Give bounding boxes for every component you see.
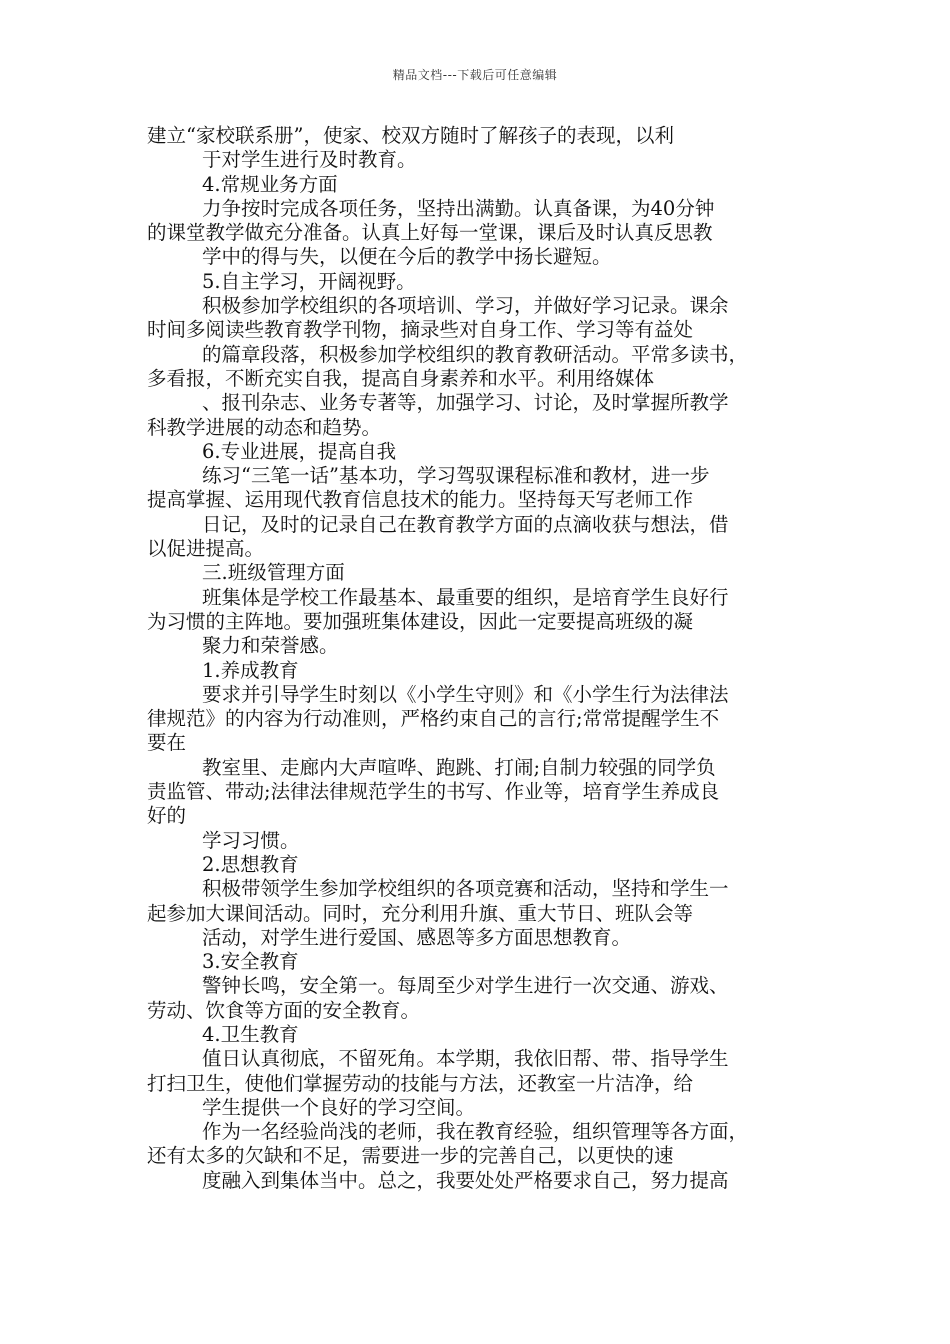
text-line: 教室里、走廊内大声喧哗、跑跳、打闹;自制力较强的同学负 <box>202 755 716 779</box>
text-line: 要求并引导学生时刻以《小学生守则》和《小学生行为法律法 <box>202 682 729 706</box>
text-line: 值日认真彻底，不留死角。本学期，我依旧帮、带、指导学生 <box>202 1047 729 1071</box>
text-line: 力争按时完成各项任务，坚持出满勤。认真备课，为40分钟 <box>202 196 715 220</box>
text-line: 1.养成教育 <box>202 658 299 682</box>
text-line: 律规范》的内容为行动准则，严格约束自己的言行;常常提醒学生不 <box>147 707 720 731</box>
text-line: 的课堂教学做充分准备。认真上好每一堂课，课后及时认真反思教 <box>147 221 713 245</box>
text-line: 5.自主学习，开阔视野。 <box>202 269 416 293</box>
text-line: 日记，及时的记录自己在教育教学方面的点滴收获与想法，借 <box>202 512 729 536</box>
text-line: 班集体是学校工作最基本、最重要的组织，是培育学生良好行 <box>202 585 729 609</box>
document-body <box>147 124 807 1193</box>
text-line: 劳动、饮食等方面的安全教育。 <box>147 998 421 1022</box>
text-line: 三.班级管理方面 <box>202 561 345 585</box>
text-line: 警钟长鸣，安全第一。每周至少对学生进行一次交通、游戏、 <box>202 974 729 998</box>
text-line: 好的 <box>147 804 187 828</box>
text-line: 提高掌握、运用现代教育信息技术的能力。坚持每天写老师工作 <box>147 488 694 512</box>
text-line: 3.安全教育 <box>202 950 299 974</box>
text-line: 作为一名经验尚浅的老师，我在教育经验，组织管理等各方面， <box>202 1120 749 1144</box>
text-line: 建立“家校联系册”，使家、校双方随时了解孩子的表现，以利 <box>147 124 674 147</box>
text-line: 积极参加学校组织的各项培训、学习，并做好学习记录。课余 <box>202 294 729 318</box>
page-header: 精品文档---下载后可任意编辑 <box>392 68 558 82</box>
text-line: 学习习惯。 <box>202 828 300 852</box>
text-line: 为习惯的主阵地。要加强班集体建设，因此一定要提高班级的凝 <box>147 609 694 633</box>
text-line: 6.专业进展，提高自我 <box>202 439 397 463</box>
text-line: 练习“三笔一话”基本功，学习驾驭课程标准和教材，进一步 <box>202 464 710 488</box>
text-line: 要在 <box>147 731 187 755</box>
text-line: 打扫卫生，使他们掌握劳动的技能与方法，还教室一片洁净，给 <box>147 1071 694 1095</box>
text-line: 的篇章段落，积极参加学校组织的教育教研活动。平常多读书， <box>202 342 749 366</box>
text-line: 以促进提高。 <box>147 537 265 561</box>
text-line: 还有太多的欠缺和不足，需要进一步的完善自己，以更快的速 <box>147 1144 674 1168</box>
text-line: 学中的得与失，以便在今后的教学中扬长避短。 <box>202 245 612 269</box>
text-line: 聚力和荣誉感。 <box>202 634 339 658</box>
text-line: 时间多阅读些教育教学刊物，摘录些对自身工作、学习等有益处 <box>147 318 694 342</box>
text-line: 活动，对学生进行爱国、感恩等多方面思想教育。 <box>202 925 632 949</box>
text-line: 4.常规业务方面 <box>202 172 338 196</box>
text-line: 多看报，不断充实自我，提高自身素养和水平。利用络媒体 <box>147 366 655 390</box>
text-line: 积极带领学生参加学校组织的各项竞赛和活动，坚持和学生一 <box>202 877 729 901</box>
text-line: 、报刊杂志、业务专著等，加强学习、讨论，及时掌握所教学 <box>202 391 729 415</box>
text-line: 度融入到集体当中。总之，我要处处严格要求自己，努力提高 <box>202 1168 729 1192</box>
text-line: 科教学进展的动态和趋势。 <box>147 415 382 439</box>
text-line: 4.卫生教育 <box>202 1022 299 1046</box>
text-line: 责监管、带动;法律法律规范学生的书写、作业等，培育学生养成良 <box>147 780 720 804</box>
text-line: 学生提供一个良好的学习空间。 <box>202 1095 476 1119</box>
text-line: 起参加大课间活动。同时，充分利用升旗、重大节日、班队会等 <box>147 901 694 925</box>
text-line: 于对学生进行及时教育。 <box>202 148 417 172</box>
text-line: 2.思想教育 <box>202 852 299 876</box>
